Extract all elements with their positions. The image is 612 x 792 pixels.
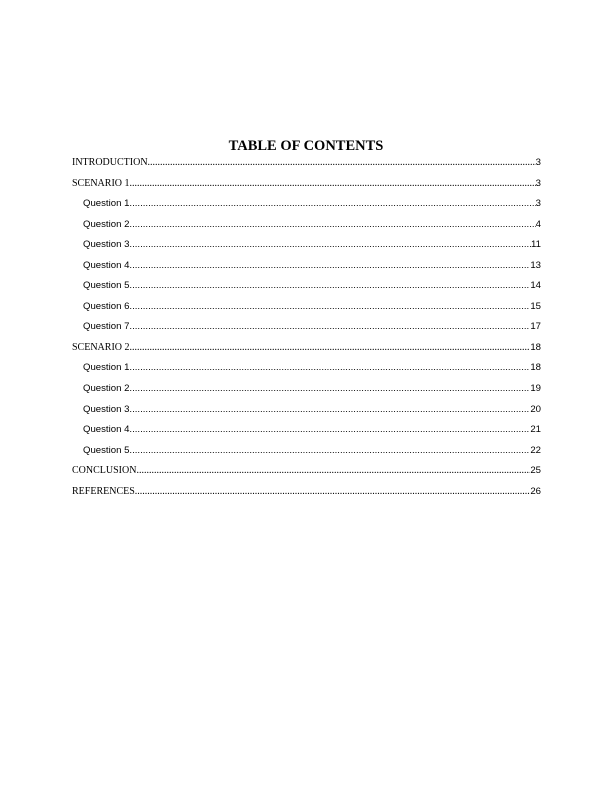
toc-page-number: 13 (530, 259, 541, 271)
toc-dot-leader (130, 174, 536, 195)
toc-dot-leader (136, 461, 530, 482)
toc-entry-label: Question 3 (83, 403, 130, 415)
toc-page-number: 3 (535, 177, 541, 189)
toc-page-number: 21 (530, 424, 541, 436)
toc-entry-label: Question 6 (83, 300, 130, 312)
toc-entry[interactable] (72, 235, 541, 256)
toc-dot-leader (129, 297, 530, 318)
toc-entry-label: Question 5 (83, 280, 130, 292)
toc-dot-leader (129, 400, 530, 421)
toc-page-number: 18 (530, 341, 541, 353)
toc-page-number: 15 (530, 300, 541, 312)
toc-entry-label: Question 5 (83, 444, 130, 456)
toc-entry-label: SCENARIO 1 (72, 177, 130, 189)
toc-entry[interactable] (72, 400, 541, 421)
toc-entry[interactable] (72, 153, 541, 174)
toc-entry-label: REFERENCES (72, 485, 135, 497)
toc-dot-leader (135, 482, 531, 503)
toc-page-number: 22 (530, 444, 541, 456)
toc-entry-label: Question 4 (83, 424, 130, 436)
toc-page-number: 17 (530, 321, 541, 333)
toc-page-number: 14 (530, 280, 541, 292)
toc-entry-label: SCENARIO 2 (72, 341, 130, 353)
toc-page-number: 11 (531, 239, 541, 251)
toc-dot-leader (129, 276, 530, 297)
toc-entry[interactable] (72, 379, 541, 400)
toc-entry[interactable] (72, 276, 541, 297)
toc-entry[interactable] (72, 358, 541, 379)
toc-entry[interactable] (72, 317, 541, 338)
toc-dot-leader (130, 338, 531, 359)
toc-page-number: 3 (535, 157, 541, 168)
toc-entry[interactable] (72, 194, 541, 215)
toc-dot-leader (129, 215, 535, 236)
table-of-contents (72, 153, 541, 502)
toc-entry[interactable] (72, 297, 541, 318)
toc-entry[interactable] (72, 256, 541, 277)
toc-entry[interactable] (72, 420, 541, 441)
toc-dot-leader (129, 379, 530, 400)
toc-entry-label: INTRODUCTION (72, 157, 148, 168)
toc-dot-leader (148, 153, 536, 174)
toc-entry-label: Question 1 (83, 198, 130, 210)
toc-entry-label: Question 2 (83, 218, 130, 230)
toc-entry[interactable] (72, 482, 541, 503)
toc-dot-leader (129, 317, 530, 338)
toc-entry-label: CONCLUSION (72, 465, 137, 477)
toc-dot-leader (129, 256, 530, 277)
toc-page-number: 26 (530, 485, 541, 497)
toc-entry-label: Question 4 (83, 259, 130, 271)
toc-page-number: 4 (535, 218, 541, 230)
toc-dot-leader (129, 420, 530, 441)
toc-page-number: 19 (530, 383, 541, 395)
toc-dot-leader (129, 441, 530, 462)
toc-entry-label: Question 2 (83, 383, 130, 395)
toc-dot-leader (129, 358, 530, 379)
toc-page-number: 20 (530, 403, 541, 415)
toc-entry[interactable] (72, 174, 541, 195)
toc-entry[interactable] (72, 338, 541, 359)
toc-dot-leader (129, 235, 531, 256)
toc-entry-label: Question 7 (83, 321, 130, 333)
toc-entry-label: Question 1 (83, 362, 130, 374)
toc-page-number: 25 (530, 465, 541, 477)
toc-dot-leader (129, 194, 535, 215)
toc-page-number: 3 (535, 198, 541, 210)
page-title: TABLE OF CONTENTS (228, 138, 384, 154)
toc-entry-label: Question 3 (83, 239, 130, 251)
toc-entry[interactable] (72, 441, 541, 462)
toc-page-number: 18 (530, 362, 541, 374)
toc-entry[interactable] (72, 461, 541, 482)
toc-entry[interactable] (72, 215, 541, 236)
